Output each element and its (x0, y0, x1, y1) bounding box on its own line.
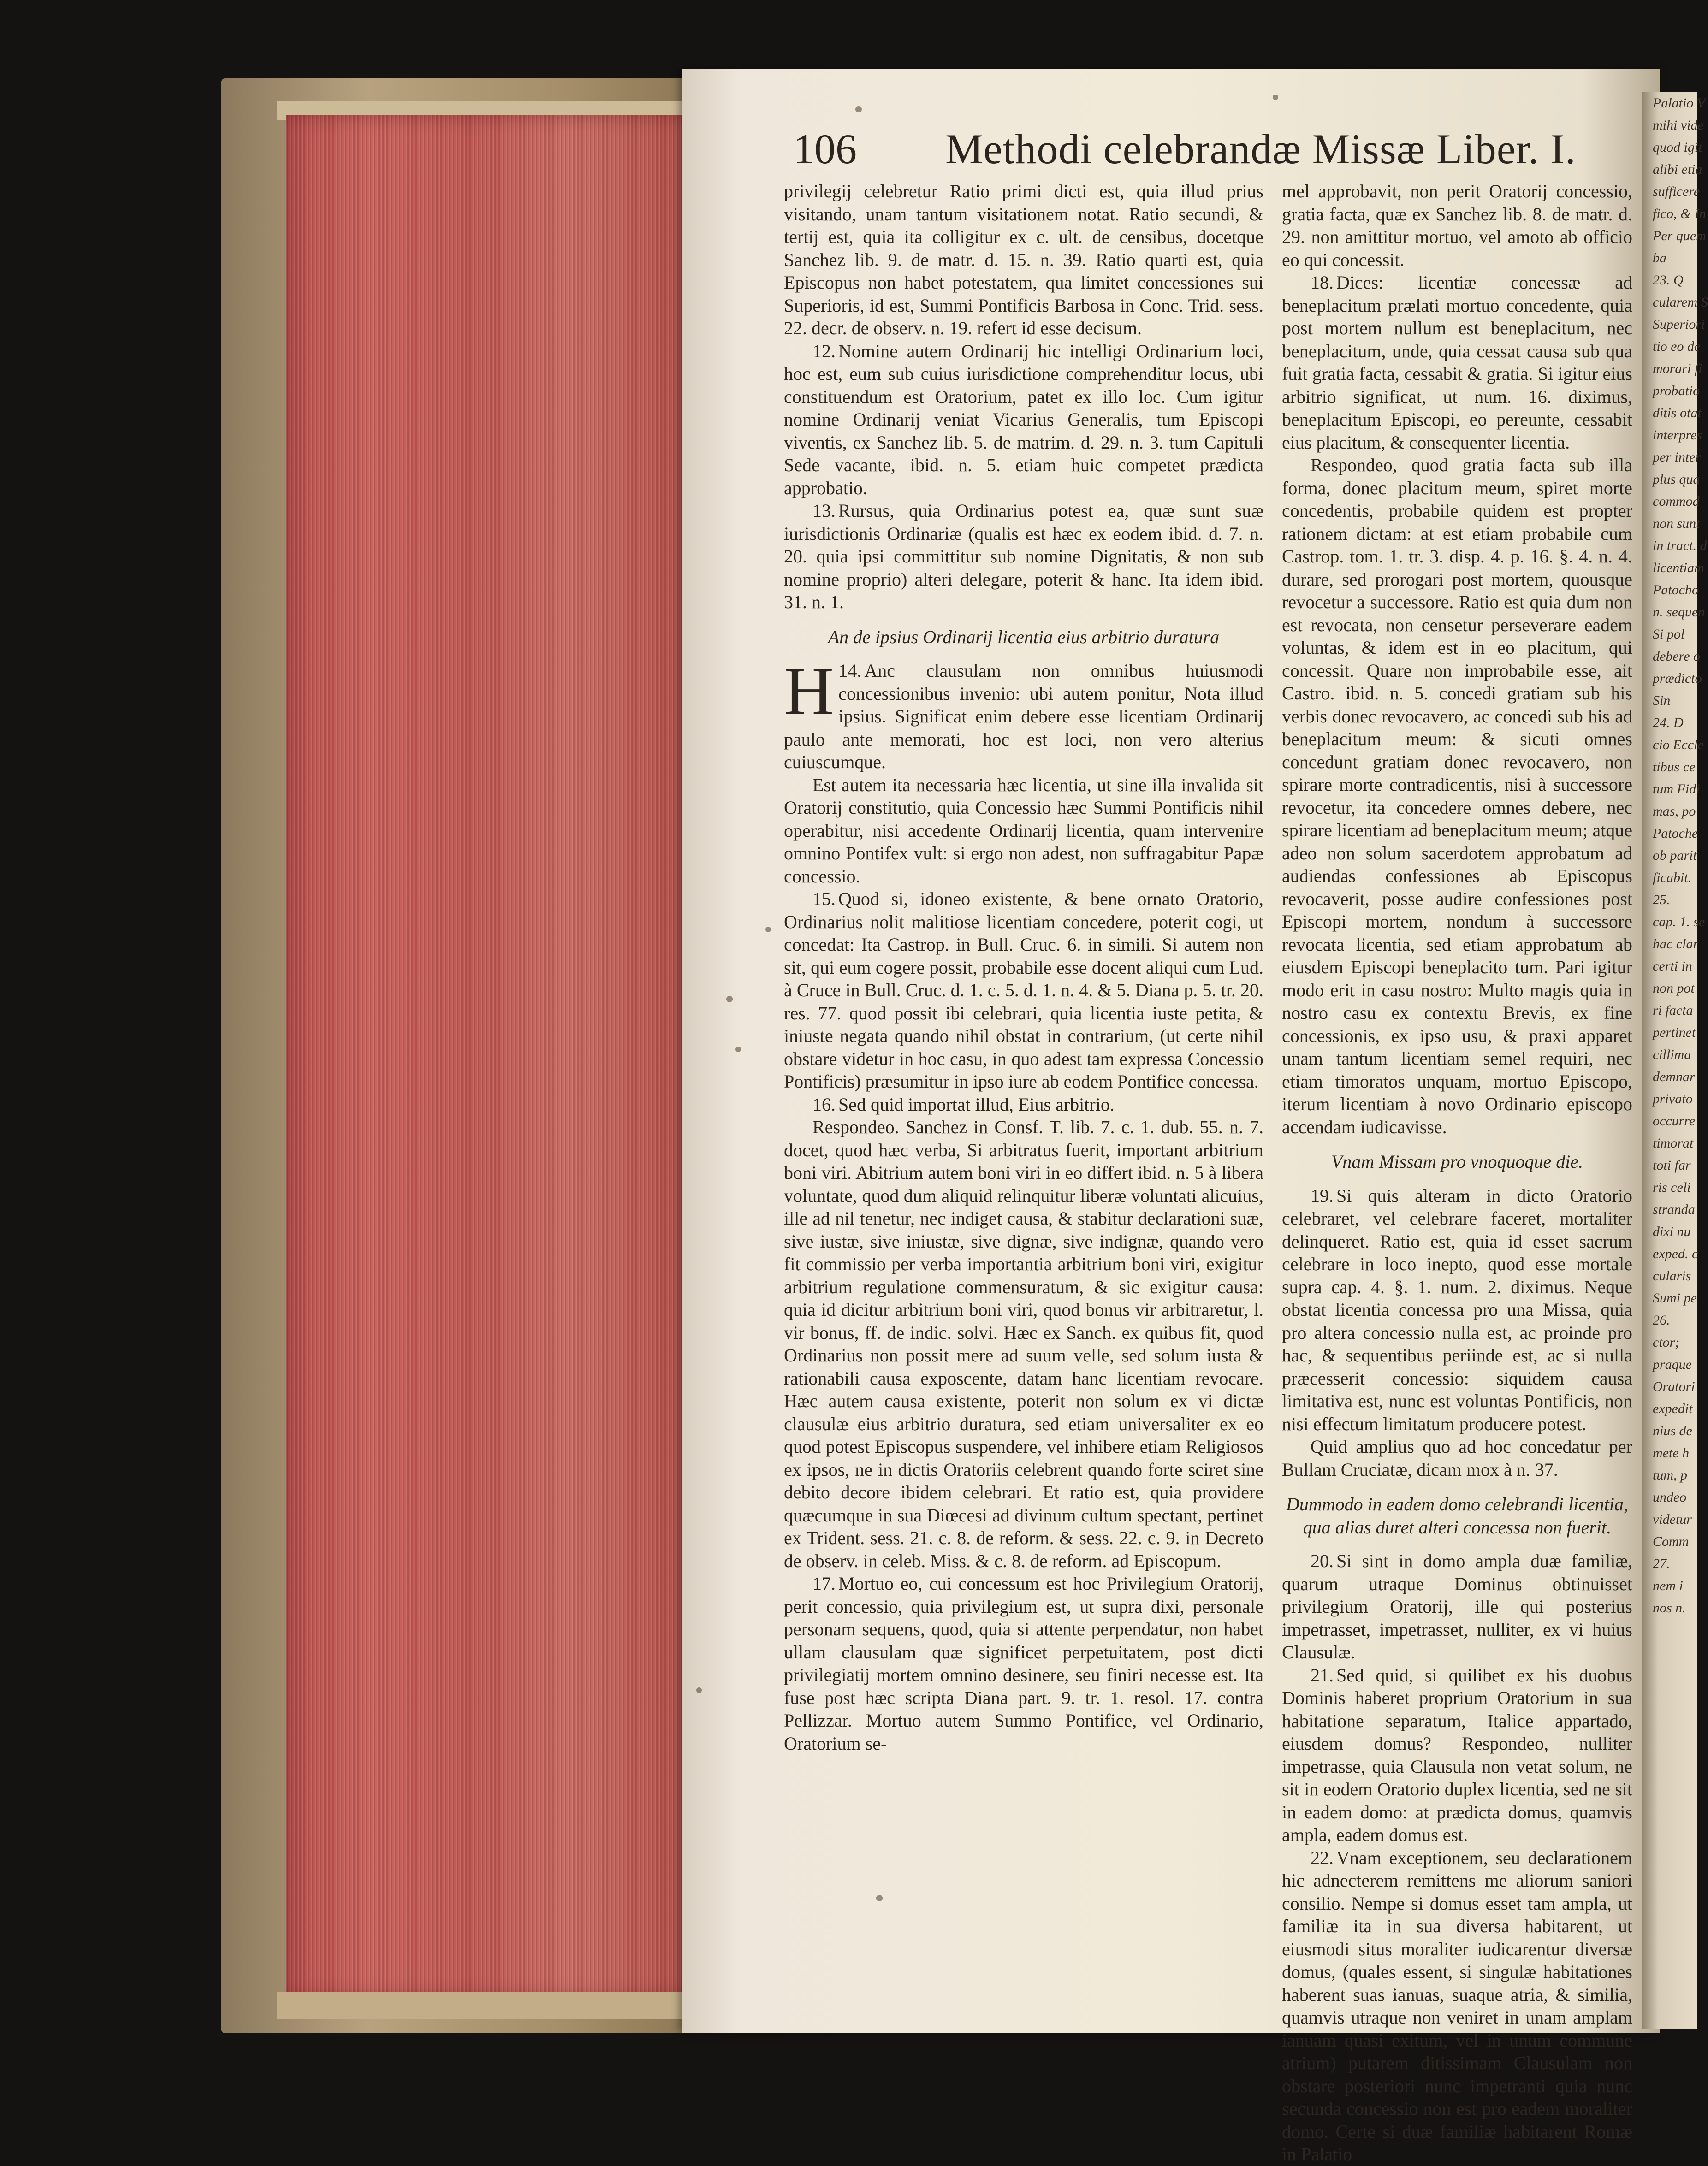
adjacent-page-fragment: prædicto (1653, 671, 1702, 686)
paragraph-number: 21. (1311, 1664, 1334, 1686)
adjacent-page-fragment: interpres (1653, 427, 1702, 443)
ink-spot (696, 1687, 702, 1693)
adjacent-page-fragment: cularem S (1653, 295, 1708, 310)
adjacent-page-fragment: cillima (1653, 1047, 1691, 1062)
paragraph: Respondeo. Sanchez in Consf. T. lib. 7. c. 1. dub. 55. n. 7. docet, quod hæc verba, Si arbitratus fuerit, important arbitrium boni viri. Abitrium autem boni viri in eo differt ibid. n. 5 à libera voluntate, quod dum aliquid relinquitur liberæ voluntati alicuius, ille ad nil tenetur, nec indiget causa, & stabitur declarationi suæ, sive iustæ, sive iniustæ, sive dignæ, sive indignæ, quando vero fit commissio per verba importantia arbitrium boni viri, exigitur arbitrium regulatione commensuratum, & sic exigitur causa: quia id dicitur arbitrium boni viri, quod bonus vir arbitraretur, l. vir bonus, ff. de indic. solvi. Hæc ex Sanch. ex quibus fit, quod Ordinarius non possit mere ad suum velle, sed solum iusta & rationabili causa exposcente, datam hanc licentiam revocare. Hæc autem causa existente, poterit non solum ex vi dictæ clausulæ eius arbitrio duratura, sed etiam universaliter ex eo quod potest Episcopus suspendere, vel inhibere etiam Religiosos ex ipsos, ne in dictis Oratoriis celebrent quando forte sciret sine debito decore ibidem celebrari. Et ratio est, quia providere quæcumque in sua Diœcesi ad divinum cultum spectant, pertinet ex Trident. sess. 21. c. 8. de reform. & sess. 22. c. 9. in Decreto de observ. in celeb. Miss. & c. 8. de reform. ad Episcopum. (784, 1117, 1263, 1571)
ink-spot (876, 1895, 883, 1901)
adjacent-page-fragment: Patocho (1653, 582, 1699, 598)
paragraph-text: Anc clausulam non omnibus huiusmodi concessionibus invenio: ubi autem ponitur, Nota illud ipsius. Significat enim debere esse licentiam Ordinarij paulo ante memorati, hoc est loci, non vero alterius cuiuscumque. (784, 660, 1263, 772)
adjacent-page-fragment: 27. (1653, 1556, 1670, 1571)
adjacent-page-fragment: ctor; (1653, 1335, 1680, 1350)
adjacent-page-fragment: plus qua (1653, 472, 1700, 487)
adjacent-page-fragment: pertinet (1653, 1025, 1696, 1040)
adjacent-page-fragment: sufficere (1653, 184, 1700, 199)
adjacent-page-fragment: non sunt (1653, 516, 1700, 531)
paragraph-text: Si sint in domo ampla duæ familiæ, quarum utraque Dominus obtinuisset privilegium Oratorij, ille qui posterius impetrasset, impetrasset, nulliter, ex vi huius Clausulæ. (1282, 1551, 1632, 1663)
adjacent-page-fragment: occurre (1653, 1113, 1696, 1129)
paragraph-text: Si quis alteram in dicto Oratorio celebraret, vel celebrare faceret, mortaliter delinqueret. Ratio est, quia id esset sacrum celebrare in loco inepto, quod esse mortale supra cap. 4. §. 1. num. 2. diximus. Neque obstat licentia concessa pro una Missa, quia pro altera concessio nulla est, ac proinde pro hac, & sequentibus periinde est, ac si nulla præcesserit concessio: siquidem causa limitativa est, nunc est voluntas Pontificis, non nisi effectum limitatum producere potest. (1282, 1185, 1632, 1434)
ink-spot (1273, 95, 1278, 100)
adjacent-page-fragment: Palatio V (1653, 95, 1706, 111)
adjacent-page-fragment: fico, & In (1653, 206, 1706, 221)
adjacent-page-fragment: tio eo de (1653, 339, 1701, 354)
adjacent-page-fragment: cularis (1653, 1268, 1691, 1284)
paragraph-number: 18. (1311, 272, 1334, 293)
page-block-bottom (277, 1992, 701, 2019)
adjacent-page-fragment: Superiori (1653, 317, 1705, 332)
paragraph-text: Dices: licentiæ concessæ ad beneplacitum prælati mortuo concedente, quia post mortem nullum est beneplacitum, nec beneplacitum, unde, quia cessat causa sub qua fuit gratia facta, cessabit & gratia. Si igitur eius arbitrio significat, ut num. 16. diximus, beneplacitum Episcopi, eo pereunte, cessabit eius placitum, & consequenter licentia. (1282, 272, 1632, 453)
adjacent-page-fragment: nius de (1653, 1423, 1692, 1438)
paragraph-14 (784, 653, 1263, 774)
paragraph-number: 15. (812, 888, 836, 909)
adjacent-page-fragment: ba (1653, 250, 1666, 266)
paragraph-20 (1282, 1550, 1632, 1664)
adjacent-page-fragment: videtur (1653, 1512, 1692, 1527)
red-fore-edge (286, 115, 696, 1996)
adjacent-page-edge (1642, 92, 1708, 2029)
paragraph: Respondeo, quod gratia facta sub illa forma, donec placitum meum, spiret morte concedentis, probabile quidem est propter rationem dictam: at est etiam probabile cum Castrop. tom. 1. tr. 3. disp. 4. p. 16. §. 4. n. 4. durare, sed prorogari post mortem, quousque revocetur a successore. Ratio est quia dum non est revocata, non censetur perseverare eadem voluntas, & idem est in eo placitum, qui concessit. Quare non improbabile esse, ait Castro. ibid. n. 5. concedi gratiam sub his verbis donec revocavero, ac concedi sub his ad beneplacitum meum: & sicuti omnes concedunt gratiam donec revocavero, non spirare morte contradicentis, nisi à successore revocetur, ita concedere omnes debere, nec spirare licentiam ad beneplacitum meum; atque adeo non solum sacerdotem approbatum ad audiendas confessiones ab Episcopus revocaverit, posse audire confessiones post Episcopi mortem, nondum à successore revocata licentia, sed etiam approbatum ab eiusdem Episcopi beneplacito tum. Pari igitur modo erit in casu nostro: Multo magis quia in nostro casu ex contextu Brevis, ex fine concessionis, ex ipso usu, & praxi apparet unam tantum licentiam semel requiri, nec etiam timoratos unquam, mortuo Episcopo, iterum licentiam à novo Ordinario episcopo accendam iudicavisse. (1282, 455, 1632, 1137)
adjacent-page-fragment: 24. D (1653, 715, 1684, 730)
adjacent-page-fragment: Si pol (1653, 627, 1685, 642)
paragraph-text: Quod si, idoneo existente, & bene ornato Oratorio, Ordinarius nolit malitiose licentiam concedere, poterit cogi, ut concedat: Ita Castrop. in Bull. Cruc. 6. in simili. Si autem non sit, qui eum cogere possit, probabile esse docent aliqui cum Lud. à Cruce in Bull. Cruc. d. 1. c. 5. d. 1. n. 4. & 5. Diana p. 5. tr. 20. res. 77. quod possit ibi celebrari, quia licentia iuste petita, & iniuste negata quando nihil obstat in contrarium, (ut certe nihil obstare videtur in hoc casu, in quo adest tam expressa Concessio Pontificis) præsumitur in ipso iure ab eodem Pontifice concessa. (784, 888, 1263, 1092)
paragraph-number: 12. (812, 340, 836, 361)
adjacent-page-fragment: 23. Q (1653, 272, 1684, 288)
ink-spot (765, 927, 771, 932)
ink-spot (735, 1047, 741, 1052)
adjacent-page-fragment: mihi vide (1653, 118, 1704, 133)
paragraph-text: Mortuo eo, cui concessum est hoc Privilegium Oratorij, perit concessio, quia privilegium est, ut supra dixi, personale personam sequens, quod, quia si attente perpendatur, non habet ullam clausulam quæ significet perpetuitatem, post dicti privilegiatij mortem omnino desinere, seu finiri necesse est. Ita fuse post hæc scripta Diana part. 9. tr. 1. resol. 17. contra Pellizzar. Mortuo autem Summo Pontifice, vel Ordinario, Oratorium se- (784, 1573, 1263, 1754)
paragraph-text: Rursus, quia Ordinarius potest ea, quæ sunt suæ iurisdictionis Ordinariæ (qualis est hæc ex eodem ibid. d. 7. n. 20. quia ipsi committitur sub nomine Dignitatis, & non sub nomine proprio) alteri delegare, poterit & hanc. Ita idem ibid. 31. n. 1. (784, 500, 1263, 612)
adjacent-page-fragment: in tract. d (1653, 538, 1707, 553)
adjacent-page-fragment: Patoche (1653, 826, 1698, 841)
paragraph-18 (1282, 271, 1632, 454)
adjacent-page-fragment: ris celi (1653, 1180, 1691, 1195)
adjacent-page-fragment: Comm (1653, 1534, 1689, 1549)
paragraph-22 (1282, 1846, 1632, 2166)
adjacent-page-fragment: exped. c (1653, 1246, 1698, 1261)
adjacent-page-fragment: mas, po (1653, 804, 1696, 819)
paragraph: Quid amplius quo ad hoc concedatur per Bullam Cruciatæ, dicam mox à n. 37. (1282, 1436, 1632, 1480)
adjacent-page-fragment: hac clar (1653, 936, 1699, 952)
paragraph-text: Sed quid, si quilibet ex his duobus Dominis haberet proprium Oratorium in sua habitatione separatum, Italice appartado, eiusdem domus? Respondeo, nulliter impetrasse, quia Clausula non vetat solum, ne sit in eodem Oratorio duplex licentia, sed ne sit in eadem domo: at prædicta domus, quamvis ampla, eadem domus est. (1282, 1664, 1632, 1845)
running-title: Methodi celebrandæ Missæ Liber. I. (945, 125, 1576, 172)
paragraph-number: 20. (1311, 1551, 1334, 1571)
adjacent-page-fragment: commod (1653, 494, 1700, 509)
adjacent-page-fragment: Sin (1653, 693, 1671, 708)
adjacent-page-fragment: praque (1653, 1357, 1692, 1372)
paragraph-number: 16. (812, 1094, 836, 1115)
adjacent-page-fragment: tum Fidi (1653, 781, 1700, 797)
adjacent-page-fragment: ob parit (1653, 848, 1697, 863)
paragraph-number: 19. (1311, 1185, 1334, 1206)
ink-spot (726, 996, 733, 1002)
adjacent-page-fragment: tibus ce (1653, 759, 1696, 775)
paragraph-21 (1282, 1664, 1632, 1846)
section-heading: Vnam Missam pro vnoquoque die. (1331, 1151, 1583, 1172)
adjacent-page-fragment: stranda (1653, 1202, 1695, 1217)
adjacent-page-fragment: licentiam (1653, 560, 1704, 575)
adjacent-page-fragment: alibi etia (1653, 162, 1702, 177)
adjacent-page-fragment: ficabit. (1653, 870, 1692, 885)
adjacent-page-fragment: timorat (1653, 1136, 1694, 1151)
adjacent-page-fragment: non pot (1653, 981, 1695, 996)
adjacent-page-fragment: Per quem (1653, 228, 1706, 243)
adjacent-page-fragment: demnar (1653, 1069, 1695, 1084)
section-heading: Dummodo in eadem domo celebrandi licentia, qua alias duret alteri concessa non fuerit. (1286, 1494, 1629, 1538)
paragraph: privilegij celebretur Ratio primi dicti est, quia illud prius visitando, unam tantum visitationem notat. Ratio secundi, & tertij est, quia ita colligitur ex c. ult. de censibus, docetque Sanchez lib. 9. de matr. d. 15. n. 39. Ratio quarti est, quia Episcopus non habet potestatem, qua limitet concessiones sui Superioris, id est, Summi Pontificis Barbosa in Conc. Trid. sess. 22. decr. de observ. n. 19. refert id esse decisum. (784, 181, 1263, 338)
ink-spot (855, 106, 862, 112)
page-number: 106 (793, 125, 857, 172)
adjacent-page-fragment: certi in (1653, 959, 1692, 974)
adjacent-page-fragment: undeo (1653, 1490, 1687, 1505)
adjacent-page-fragment: tum, p (1653, 1468, 1687, 1483)
adjacent-page-fragment: Oratori (1653, 1379, 1695, 1394)
drop-capital: H (784, 653, 834, 729)
paragraph-number: 22. (1311, 1847, 1334, 1868)
adjacent-page-fragment: cap. 1. se (1653, 914, 1705, 929)
paragraph-number: 13. (812, 500, 836, 521)
adjacent-page-fragment: debere o (1653, 649, 1701, 664)
adjacent-page-fragment: toti far (1653, 1158, 1691, 1173)
adjacent-page-fragment: morari fi (1653, 361, 1702, 376)
adjacent-page-fragment: per inter (1653, 450, 1701, 465)
paragraph-number: 17. (812, 1573, 836, 1594)
right-text-column (1282, 180, 1632, 2166)
paragraph-number: 14. (838, 660, 862, 681)
adjacent-page-fragment: nem i (1653, 1578, 1683, 1593)
adjacent-page-fragment: probatio (1653, 383, 1700, 398)
adjacent-page-fragment: n. sequen (1653, 604, 1705, 620)
paragraph-15 (784, 888, 1263, 1093)
adjacent-page-fragment: 25. (1653, 892, 1670, 907)
paragraph-text: Vnam exceptionem, seu declarationem hic adnecterem remittens me aliorum saniori consilio. Nempe si domus esset tam ampla, ut familiæ ita in sua diversa habitarent, ut eiusmodi situs moraliter iudicarentur diversæ domus, (quales essent, si singulæ habitationes haberent suas ianuas, suaque atria, & similia, quamvis utraque non veniret in unam amplam ianuam quasi exitum, vel in unum commune atrium) putarem ditissimam Clausulam non obstare posteriori nunc impetranti quia nunc secunda concessio non est pro eadem moraliter domo. Certe si duæ familiæ habitarent Romæ in Palatio (1282, 1847, 1632, 2165)
adjacent-page-fragment: Sumi pe (1653, 1290, 1697, 1306)
paragraph-text: Sed quid importat illud, Eius arbitrio. (838, 1094, 1115, 1115)
adjacent-page-fragment: ditis otat (1653, 405, 1702, 420)
paragraph: mel approbavit, non perit Oratorij concessio, gratia facta, quæ ex Sanchez lib. 8. de matr. d. 29. non amittitur mortuo, vel amoto ab officio eo qui concessit. (1282, 181, 1632, 270)
paragraph-19 (1282, 1184, 1632, 1436)
paragraph-text: Nomine autem Ordinarij hic intelligi Ordinarium loci, hoc est, eum sub cuius iurisdictione comprehenditur locus, ubi constituendum est Oratorium, patet ex illo loc. Cum igitur nomine Ordinarij veniat Vicarius Generalis, tum Episcopi viventis, ex Sanchez lib. 5. de matrim. d. 29. n. 3. tum Capituli Sede vacante, ibid. n. 5. etiam huic competet prædicta approbatio. (784, 340, 1263, 498)
adjacent-page-fragment: cio Eccle (1653, 737, 1704, 752)
paragraph: Est autem ita necessaria hæc licentia, ut sine illa invalida sit Oratorij constitutio, quia Concessio hæc Summi Pontificis nihil operabitur, nisi accedente Ordinarij licentia, quam intervenire omnino Pontifex vult: si ergo non adest, non suffragabitur Papæ concessio. (784, 774, 1263, 887)
page-header (793, 124, 1623, 180)
adjacent-page-fragment: dixi nu (1653, 1224, 1691, 1239)
adjacent-page-fragment: mete h (1653, 1445, 1690, 1461)
adjacent-page-fragment: expedit (1653, 1401, 1693, 1416)
left-text-column (784, 180, 1263, 1755)
adjacent-page-fragment: ri facta (1653, 1003, 1693, 1018)
paragraph-13 (784, 499, 1263, 614)
adjacent-page-fragment: privato (1653, 1091, 1693, 1107)
adjacent-page-fragment: nos n. (1653, 1600, 1686, 1616)
section-heading: An de ipsius Ordinarij licentia eius arbitrio duratura (828, 626, 1220, 647)
adjacent-page-fragment: quod igit (1653, 140, 1702, 155)
paragraph-12 (784, 340, 1263, 500)
paragraph-17 (784, 1572, 1263, 1755)
paragraph-16 (784, 1093, 1263, 1116)
adjacent-page-fragment: 26. (1653, 1313, 1670, 1328)
